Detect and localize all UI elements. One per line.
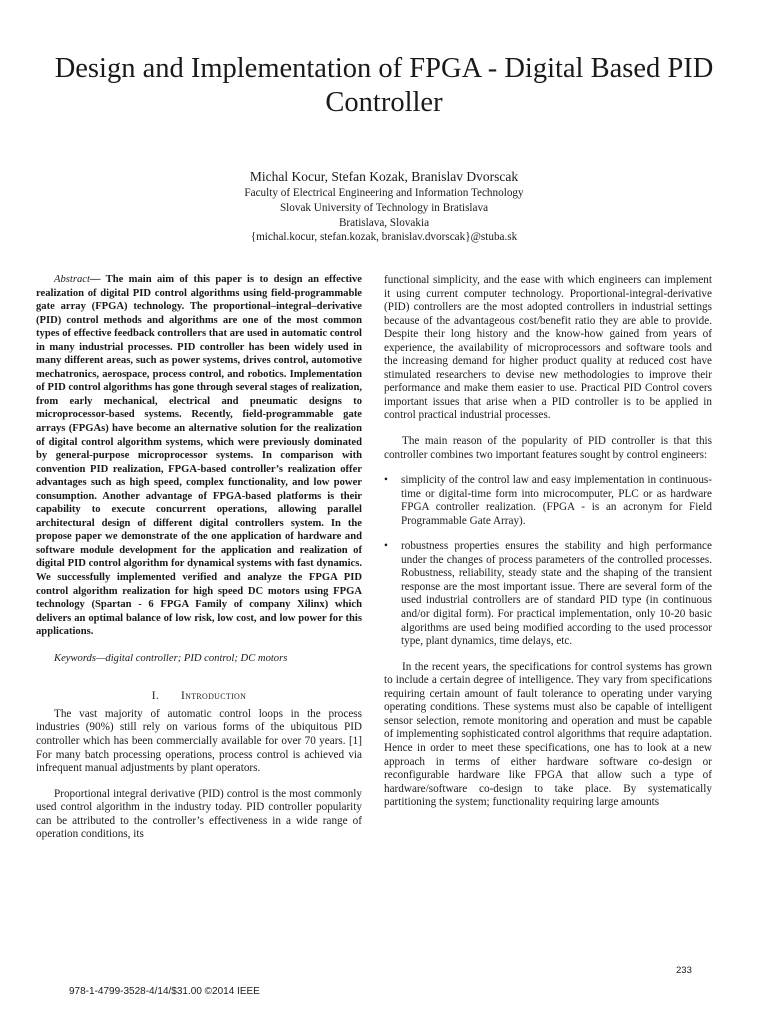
list-item-text: robustness properties ensures the stability and high performance under the changes of process parameters of the controlled processes. Robustness, reliability, steady state and the shaping of the transient response are the most important issue. There are several form of the used industrial controllers are of standard PID type (in continuous and/or digital form). For practical implementation, only 10-20 basic algorithms are used being modified according to the used processor type, plant dynamics, time delays, etc. bbox=[401, 540, 712, 648]
right-paragraph-1: functional simplicity, and the ease with which engineers can implement it using current computer technology. Proportional-integral-derivative (PID) controllers are the most adopted controllers in industrial settings because of the advantageous cost/benefit ratio they are able to provide. Despite their long history and the know-how gained from years of experience, the availability of microprocessors and software tools and the increasing demand for higher product quality at reduced cost have stimulated researchers to devise new methodologies to improve their performance and make them easier to use. Practical PID Control covers important issues that arise when a PID controller is to be applied in control practical industrial processes. bbox=[384, 274, 712, 422]
keywords: Keywords—digital controller; PID control; DC motors bbox=[54, 652, 288, 664]
right-column bbox=[384, 274, 712, 822]
left-column bbox=[36, 273, 362, 854]
intro-paragraph-1: The vast majority of automatic control loops in the process industries (90%) still rely on various forms of the ubiquitous PID controller which has been commercially available for over 70 years. [1] For many batch processing operations, process control is achieved via infrequent manual adjustments by plant operators. bbox=[36, 707, 362, 775]
section-title: Introduction bbox=[181, 690, 247, 703]
page-number: 233 bbox=[676, 965, 692, 976]
list-item-text: simplicity of the control law and easy implementation in continuous-time or digital-time form into microcomputer, PLC or as hardware FPGA controller realization. (FPGA - is an acronym for Field Programmable Gate Array). bbox=[401, 474, 712, 527]
section-number: I. bbox=[151, 690, 160, 703]
section-heading-introduction bbox=[36, 690, 362, 704]
affiliation-university: Slovak University of Technology in Bratislava bbox=[279, 201, 489, 214]
paper-title: Design and Implementation of FPGA - Digital Based PID Controller bbox=[54, 53, 714, 118]
list-item bbox=[384, 540, 712, 648]
feature-list bbox=[384, 474, 712, 649]
abstract bbox=[36, 273, 362, 639]
affiliation-emails: {michal.kocur, stefan.kozak, branislav.dvorscak}@stuba.sk bbox=[250, 231, 518, 244]
copyright-footer: 978-1-4799-3528-4/14/$31.00 ©2014 IEEE bbox=[69, 986, 260, 997]
bullet-icon: • bbox=[384, 474, 388, 487]
affiliation-block bbox=[30, 186, 738, 245]
affiliation-faculty: Faculty of Electrical Engineering and Information Technology bbox=[244, 187, 524, 199]
affiliation-city: Bratislava, Slovakia bbox=[338, 216, 430, 229]
intro-paragraph-2: Proportional integral derivative (PID) control is the most commonly used control algorithm in the industry today. PID controller popularity can be attributed to the controller’s effectiveness in a wide range of operation conditions, its bbox=[36, 787, 362, 841]
abstract-text: — The main aim of this paper is to design an effective realization of digital PID control algorithms using field-programmable gate array (FPGA) technology. The proportional–integral–derivative (PID) control methods and algorithms are one of the most common types of effective feedback controllers that are used in automatic control in many industrial processes. PID controller has been widely used in many different areas, such as power systems, drives control, automotive mechatronics, aerospace, process control, and robotics. Implementation of PID control algorithms has gone through several stages of realization, from early mechanical, electrical and pneumatic designs to microprocessor-based systems. Recently, field-programmable gate arrays (FPGAs) have become an alternative solution for the realization of digital control algorithm systems, which were previously dominated by general-purpose microprocessor systems. In comparison with convention PID realization, FPGA-based controller’s realization offer advantages such as high speed, complex functionality, and low power consumption. Another advantage of FPGA-based platforms is their capability to execute concurrent operations, allowing parallel architectural design of different digital controllers system. In the propose paper we demonstrate of the one application of hardware and software module development for the application and realization of digital PID control algorithm for dynamical systems with fast dynamics. We successfully implemented verified and analyze the FPGA PID control algorithm realization for high speed DC motors using FPGA technology (Spartan - 6 FPGA Family of company Xilinx) which delivers an optimal balance of low risk, low cost, and low power for this applications. bbox=[36, 274, 362, 638]
author-list: Michal Kocur, Stefan Kozak, Branislav Dvorscak bbox=[249, 169, 519, 184]
right-paragraph-2: The main reason of the popularity of PID controller is that this controller combines two important features sought by control engineers: bbox=[384, 435, 712, 461]
right-paragraph-3: In the recent years, the specifications for control systems has grown to include a certain degree of intelligence. They vary from specifications requiring certain amount of fault tolerance to operating under varying operating conditions. These systems must also be capable of intelligent sensor selection, remote monitoring and operation and must be capable of implementing sophisticated control algorithms that require adaptation. Hence in order to meet these specifications, one has to look at a new approach in terms of either hardware software co-design or reconfigurable hardware like FPGA that allow such a type of hardware/software co-design to take place. By systematically partitioning the system; functionality requiring large amounts bbox=[384, 660, 712, 809]
abstract-lead: Abstract bbox=[54, 274, 90, 285]
bullet-icon: • bbox=[384, 540, 388, 553]
list-item bbox=[384, 474, 712, 528]
